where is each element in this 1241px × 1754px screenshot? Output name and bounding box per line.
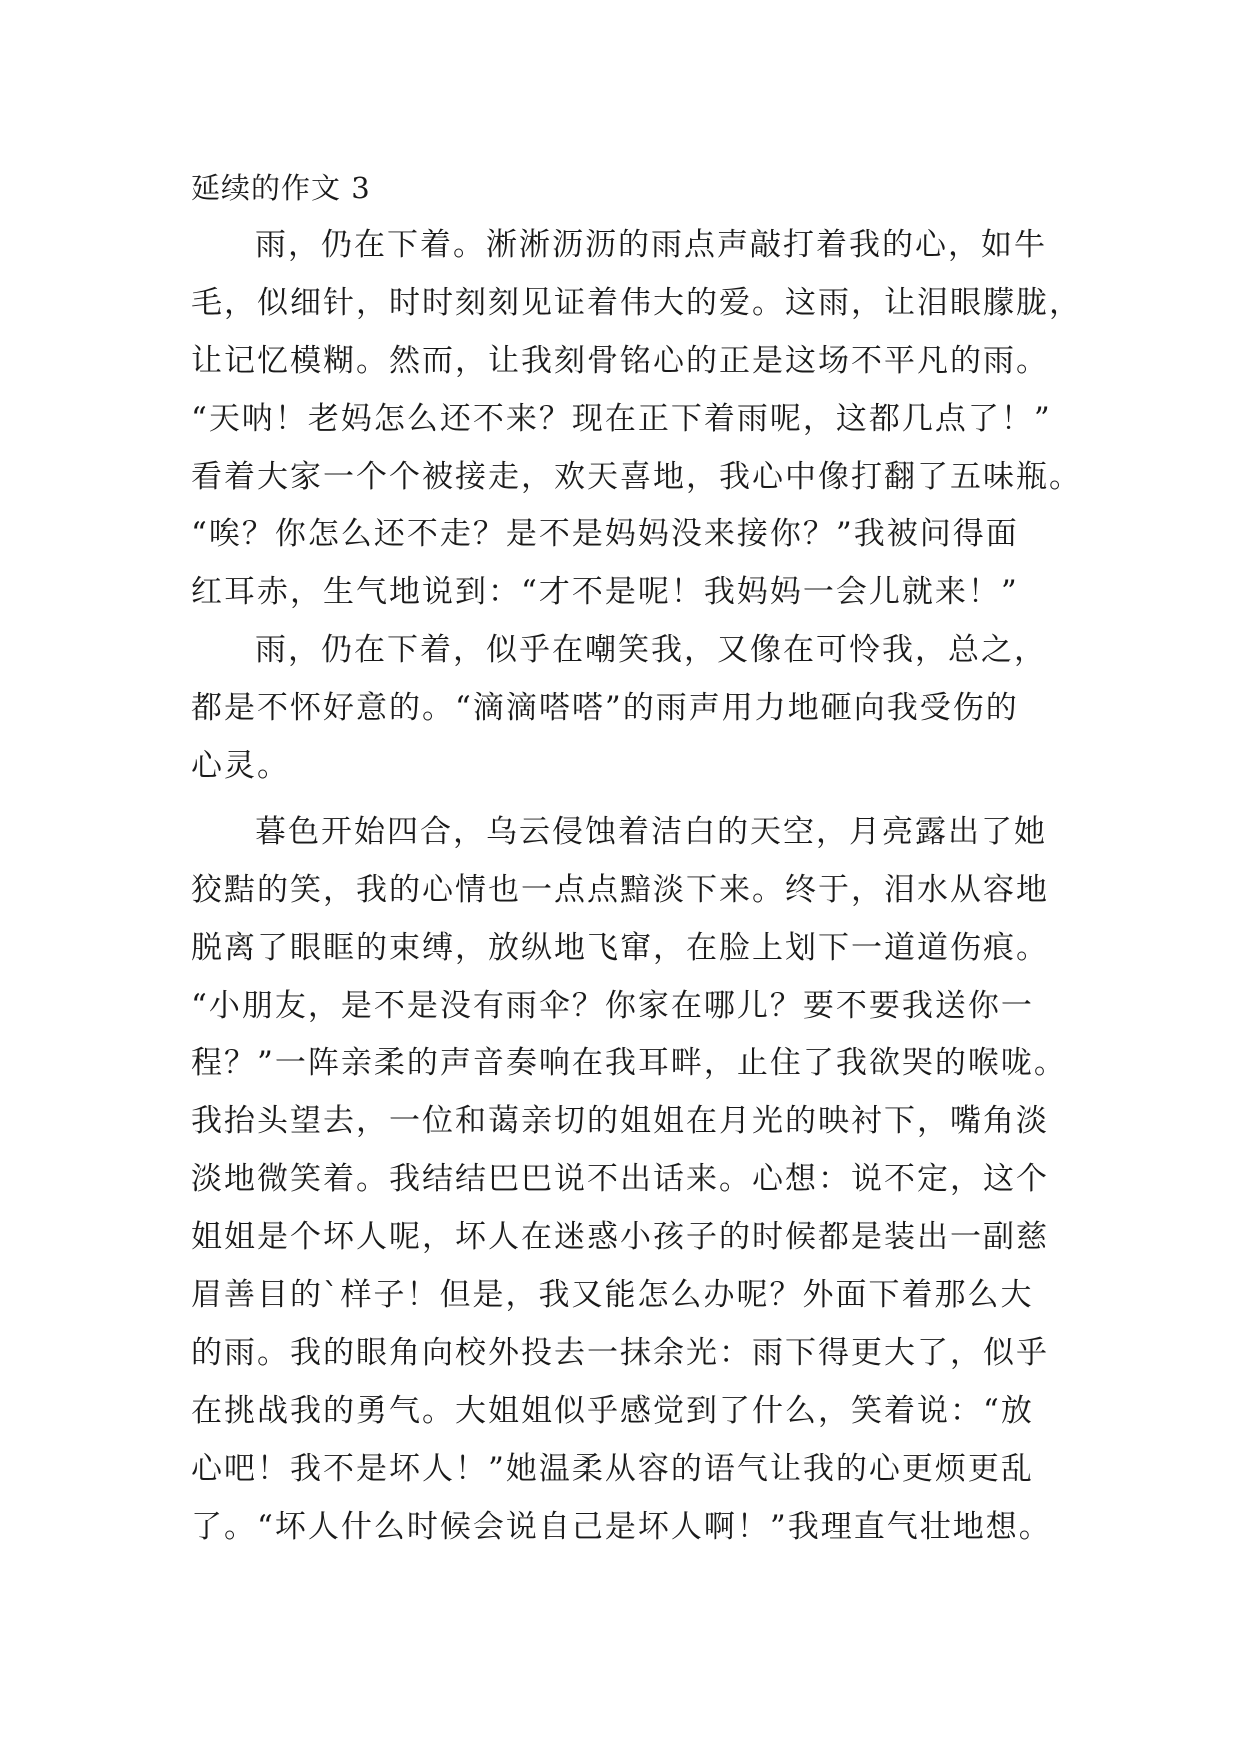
document-title: 延续的作文 3 <box>191 171 371 205</box>
text-line: 暮色开始四合，乌云侵蚀着洁白的天空，月亮露出了她 <box>255 813 1047 850</box>
paragraph-2 <box>191 622 1071 796</box>
text-line: 都是不怀好意的。“滴滴嗒嗒”的雨声用力地砸向我受伤的 <box>191 690 1019 727</box>
text-line: 淡地微笑着。我结结巴巴说不出话来。心想：说不定，这个 <box>191 1161 1049 1198</box>
document-body <box>191 160 1082 1556</box>
text-line: 我抬头望去，一位和蔼亲切的姐姐在月光的映衬下，嘴角淡 <box>191 1103 1049 1140</box>
text-line: 在挑战我的勇气。大姐姐似乎感觉到了什么，笑着说：“放 <box>191 1392 1034 1429</box>
text-line: 心灵。 <box>191 748 290 785</box>
text-line: 让记忆模糊。然而，让我刻骨铭心的正是这场不平凡的雨。 <box>191 342 1049 379</box>
paragraph-spacer <box>191 796 1071 804</box>
text-line: “天呐！老妈怎么还不来？现在正下着雨呢，这都几点了！” <box>191 400 1052 437</box>
text-line: 心吧！我不是坏人！”她温柔从容的语气让我的心更烦更乱 <box>191 1450 1034 1487</box>
text-line: 红耳赤，生气地说到：“才不是呢！我妈妈一会儿就来！” <box>191 574 1019 611</box>
text-line: 的雨。我的眼角向校外投去一抹余光：雨下得更大了，似乎 <box>191 1334 1049 1371</box>
text-line: 眉善目的`样子！但是，我又能怎么办呢？外面下着那么大 <box>191 1277 1034 1314</box>
text-line: 程？”一阵亲柔的声音奏响在我耳畔，止住了我欲哭的喉咙。 <box>191 1045 1067 1082</box>
paragraph-1 <box>191 217 1082 622</box>
text-line: 姐姐是个坏人呢，坏人在迷惑小孩子的时候都是装出一副慈 <box>191 1219 1049 1256</box>
text-line: 了。“坏人什么时候会说自己是坏人啊！”我理直气壮地想。 <box>191 1508 1052 1545</box>
text-line: “唉？你怎么还不走？是不是妈妈没来接你？”我被问得面 <box>191 516 1019 553</box>
paragraph-3 <box>191 804 1071 1557</box>
text-line: 看着大家一个个被接走，欢天喜地，我心中像打翻了五味瓶。 <box>191 458 1082 495</box>
text-line: 狡黠的笑，我的心情也一点点黯淡下来。终于，泪水从容地 <box>191 871 1049 908</box>
text-line: 脱离了眼眶的束缚，放纵地飞窜，在脸上划下一道道伤痕。 <box>191 929 1049 966</box>
text-line: “小朋友，是不是没有雨伞？你家在哪儿？要不要我送你一 <box>191 987 1034 1024</box>
text-line: 雨，仍在下着，似乎在嘲笑我，又像在可怜我，总之， <box>255 632 1047 669</box>
text-line: 毛，似细针，时时刻刻见证着伟大的爱。这雨，让泪眼朦胧， <box>191 284 1082 321</box>
text-line: 雨，仍在下着。淅淅沥沥的雨点声敲打着我的心，如牛 <box>255 227 1047 263</box>
